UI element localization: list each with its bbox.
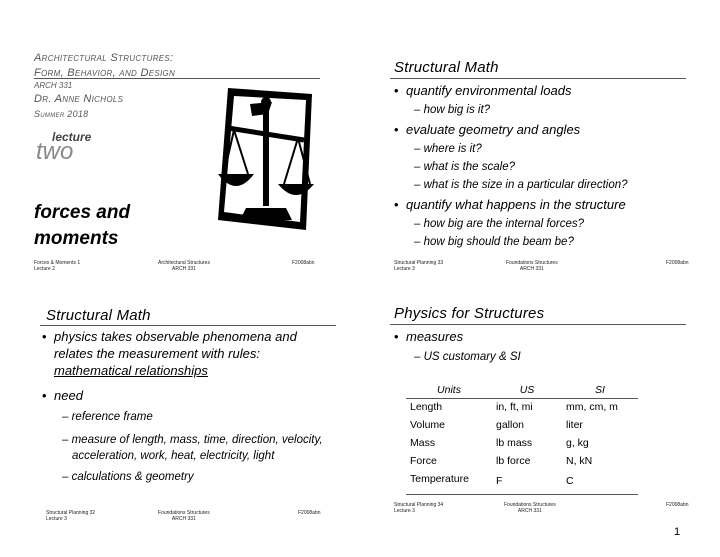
lecture-label: lecture	[52, 130, 92, 144]
heading-rule	[390, 78, 686, 79]
table-row: Force lb force N, kN	[410, 455, 593, 467]
slide-heading: Structural Math	[46, 307, 151, 324]
slide-title	[20, 40, 360, 280]
list-item: – how big should the beam be?	[414, 236, 574, 248]
column-header: US	[492, 382, 562, 399]
slide-structural-math-2	[20, 290, 360, 530]
bullet-list	[394, 328, 694, 368]
heading-rule	[40, 325, 336, 326]
slide-footer-center: Foundations Structures ARCH 331	[158, 510, 210, 522]
course-name-line1: Architectural Structures:	[34, 52, 174, 64]
heading-rule	[390, 324, 686, 325]
table-row: Mass lb mass g, kg	[410, 437, 589, 449]
list-item: – where is it?	[414, 143, 482, 155]
list-item: – what is the size in a particular direction?	[414, 179, 628, 191]
slide-footer-right: F2008abn	[292, 260, 315, 266]
bullet-list	[42, 328, 332, 488]
slide-footer-left: Structural Planning 32 Lecture 3	[46, 510, 96, 522]
units-table	[406, 382, 638, 493]
list-item: • evaluate geometry and angles	[394, 121, 690, 138]
title-rule	[34, 78, 320, 79]
table-row: Volume gallon liter	[410, 419, 583, 431]
slide-physics-for-structures	[370, 290, 710, 530]
slide-footer-right: F2008abn	[666, 260, 689, 266]
slide-heading: Physics for Structures	[394, 305, 545, 322]
list-item: – US customary & SI	[414, 351, 521, 363]
list-item: – how big is it?	[414, 104, 491, 116]
list-item: – measure of length, mass, time, direction, velocity, acceleration, work, heat, electricity, light	[62, 434, 323, 462]
slide-footer-center: Architectural Structures ARCH 331	[158, 260, 210, 272]
list-item: • physics takes observable phenomena and relates the measurement with rules: mathematical relationships	[42, 328, 332, 379]
slide-footer-right: F2008abn	[666, 502, 689, 508]
list-item: – how big are the internal forces?	[414, 218, 585, 230]
lecture-title-line1: forces and	[34, 202, 131, 223]
list-item: • measures	[394, 328, 694, 345]
course-code: ARCH 331	[34, 81, 73, 90]
list-item: • quantify environmental loads	[394, 82, 690, 99]
slide-footer-center: Foundations Structures ARCH 331	[506, 260, 558, 272]
slide-footer-center: Foundations Structures ARCH 331	[504, 502, 556, 514]
lecture-title-line2: moments	[34, 228, 119, 249]
column-header: SI	[562, 382, 638, 399]
slide-heading: Structural Math	[394, 59, 499, 76]
lecture-number: two	[36, 138, 74, 165]
slide-footer-right: F2008abn	[298, 510, 321, 516]
list-item: – reference frame	[62, 411, 153, 423]
list-item: – what is the scale?	[414, 161, 516, 173]
list-item: – calculations & geometry	[62, 471, 194, 483]
instructor: Dr. Anne Nichols	[34, 93, 124, 105]
list-item: • quantify what happens in the structure	[394, 196, 690, 213]
slide-footer-left: Structural Planning 34 Lecture 3	[394, 502, 444, 514]
list-item: • need	[42, 387, 332, 404]
term: Summer 2018	[34, 109, 89, 119]
slide-structural-math-1	[370, 40, 710, 280]
slide-footer-left: Structural Planning 33 Lecture 3	[394, 260, 444, 272]
table-bottom-rule	[406, 494, 638, 495]
table-header-row	[406, 382, 638, 399]
course-name-line2: Form, Behavior, and Design	[34, 67, 176, 79]
slide-footer-left: Forces & Moments 1 Lecture 2	[34, 260, 81, 272]
table-row: Temperature F C	[410, 473, 574, 487]
table-row: Length in, ft, mi mm, cm, m	[410, 401, 618, 413]
column-header: Units	[406, 382, 492, 399]
scales-of-justice-icon	[210, 80, 320, 240]
bullet-list	[394, 82, 690, 253]
page-number: 1	[674, 526, 681, 538]
